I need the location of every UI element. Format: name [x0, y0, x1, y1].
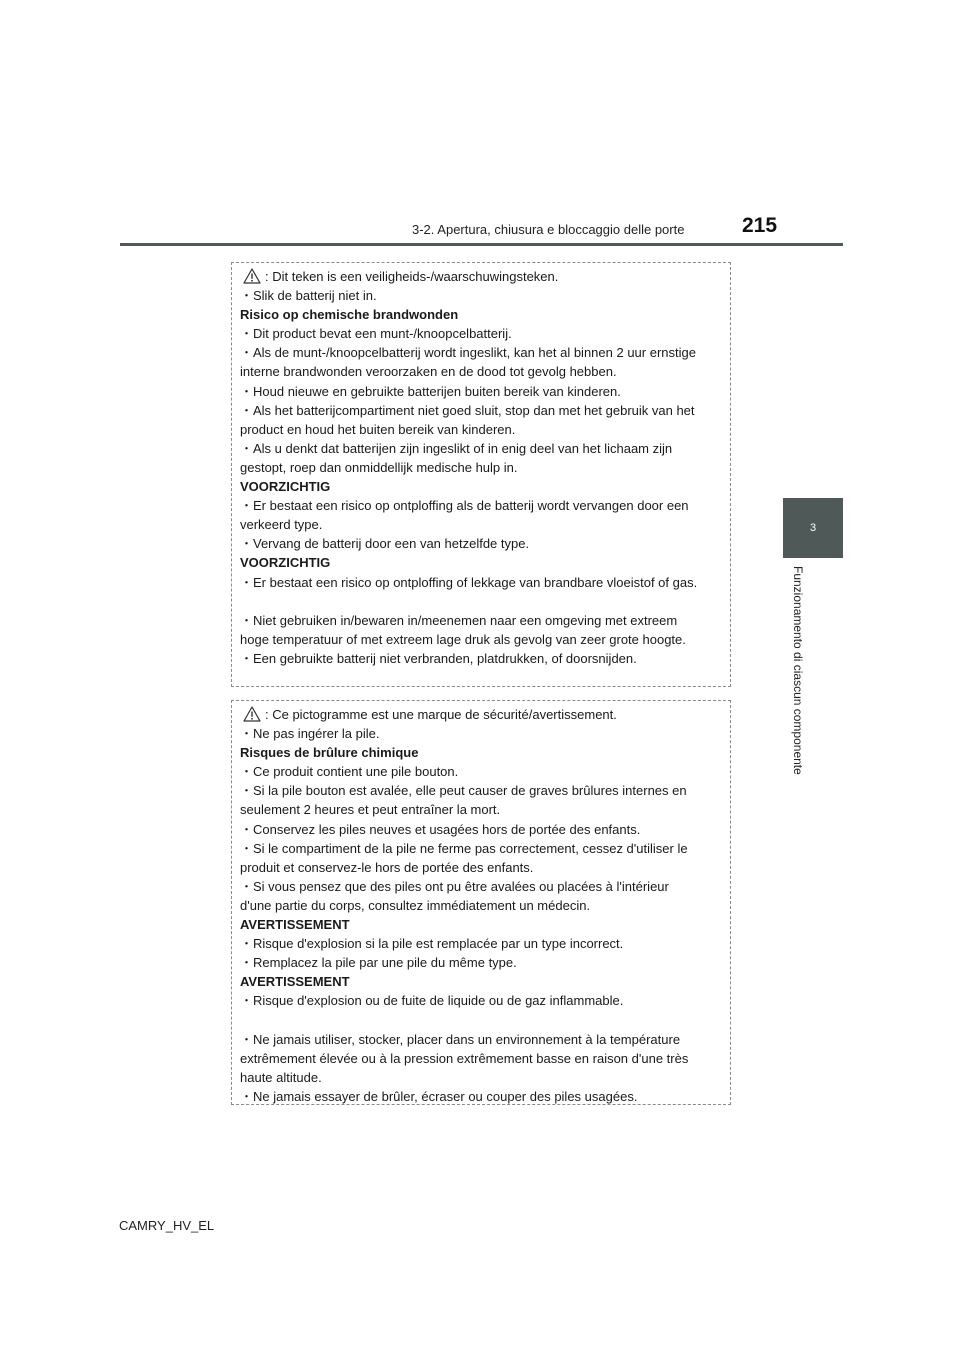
warning-line: seulement 2 heures et peut entraîner la mort.	[240, 802, 501, 818]
warning-line: ・Slik de batterij niet in.	[240, 288, 377, 304]
section-title: 3-2. Apertura, chiusura e bloccaggio delle porte	[412, 222, 685, 237]
warning-triangle-icon	[243, 268, 261, 284]
blank-line	[240, 1011, 722, 1030]
warning-line: ・Conservez les piles neuves et usagées hors de portée des enfants.	[240, 821, 641, 837]
warning-line: hoge temperatuur of met extreem lage druk als gevolg van zeer grote hoogte.	[240, 631, 686, 647]
warning-line: ・Remplacez la pile par une pile du même type.	[240, 955, 517, 971]
warning-heading: AVERTISSEMENT	[240, 974, 350, 990]
warning-line: product en houd het buiten bereik van kinderen.	[240, 421, 516, 437]
warning-line: ・Als de munt-/knoopcelbatterij wordt ingeslikt, kan het al binnen 2 uur ernstige	[240, 345, 696, 361]
warning-line: ・Si le compartiment de la pile ne ferme pas correctement, cessez d'utiliser le	[240, 840, 688, 856]
warning-line: ・Als het batterijcompartiment niet goed sluit, stop dan met het gebruik van het	[240, 402, 695, 418]
chapter-tab[interactable]	[783, 498, 843, 558]
warning-line: produit et conservez-le hors de portée des enfants.	[240, 859, 534, 875]
warning-intro-line	[240, 267, 722, 286]
warning-line: ・Ce produit contient une pile bouton.	[240, 764, 459, 780]
warning-line: interne brandwonden veroorzaken en de dood tot gevolg hebben.	[240, 364, 617, 380]
warning-box-french	[231, 700, 731, 1105]
chapter-title: Funzionamento di ciascun componente	[791, 566, 805, 775]
warning-line: d'une partie du corps, consultez immédiatement un médecin.	[240, 897, 591, 913]
warning-heading: VOORZICHTIG	[240, 479, 331, 495]
header-rule	[120, 243, 843, 246]
warning-line: ・Ne jamais utiliser, stocker, placer dans un environnement à la température	[240, 1031, 681, 1047]
warning-heading: Risques de brûlure chimique	[240, 745, 419, 761]
warning-line: ・Houd nieuwe en gebruikte batterijen buiten bereik van kinderen.	[240, 383, 621, 399]
warning-line: haute altitude.	[240, 1069, 322, 1085]
warning-heading: Risico op chemische brandwonden	[240, 307, 459, 323]
warning-line: ・Vervang de batterij door een van hetzelfde type.	[240, 536, 530, 552]
page-number: 215	[742, 214, 778, 237]
model-code: CAMRY_HV_EL	[119, 1218, 215, 1233]
warning-line: gestopt, roep dan onmiddellijk medische hulp in.	[240, 459, 518, 475]
warning-heading: VOORZICHTIG	[240, 555, 331, 571]
warning-line: verkeerd type.	[240, 517, 323, 533]
warning-line: ・Si vous pensez que des piles ont pu être avalées ou placées à l'intérieur	[240, 878, 669, 894]
warning-intro-text: : Dit teken is een veiligheids-/waarschuwingsteken.	[265, 269, 559, 284]
warning-line: ・Risque d'explosion ou de fuite de liquide ou de gaz inflammable.	[240, 993, 624, 1009]
warning-intro-text: : Ce pictogramme est une marque de sécurité/avertissement.	[265, 707, 617, 722]
warning-triangle-icon	[243, 706, 261, 722]
warning-line: ・Als u denkt dat batterijen zijn ingeslikt of in enig deel van het lichaam zijn	[240, 440, 673, 456]
blank-line	[240, 592, 722, 611]
warning-line: ・Risque d'explosion si la pile est remplacée par un type incorrect.	[240, 936, 624, 952]
warning-box-dutch	[231, 262, 731, 687]
warning-heading: AVERTISSEMENT	[240, 917, 350, 933]
warning-line: ・Ne pas ingérer la pile.	[240, 726, 380, 742]
warning-line: ・Dit product bevat een munt-/knoopcelbatterij.	[240, 326, 512, 342]
warning-intro-line	[240, 705, 722, 724]
warning-line: extrêmement élevée ou à la pression extrêmement basse en raison d'une très	[240, 1050, 689, 1066]
warning-line: ・Ne jamais essayer de brûler, écraser ou couper des piles usagées.	[240, 1088, 638, 1104]
warning-line: ・Een gebruikte batterij niet verbranden, platdrukken, of doorsnijden.	[240, 650, 637, 666]
warning-line: ・Er bestaat een risico op ontploffing als de batterij wordt vervangen door een	[240, 498, 689, 514]
warning-line: ・Niet gebruiken in/bewaren in/meenemen naar een omgeving met extreem	[240, 612, 678, 628]
warning-line: ・Er bestaat een risico op ontploffing of lekkage van brandbare vloeistof of gas.	[240, 574, 698, 590]
chapter-number: 3	[809, 522, 817, 534]
warning-line: ・Si la pile bouton est avalée, elle peut causer de graves brûlures internes en	[240, 783, 687, 799]
